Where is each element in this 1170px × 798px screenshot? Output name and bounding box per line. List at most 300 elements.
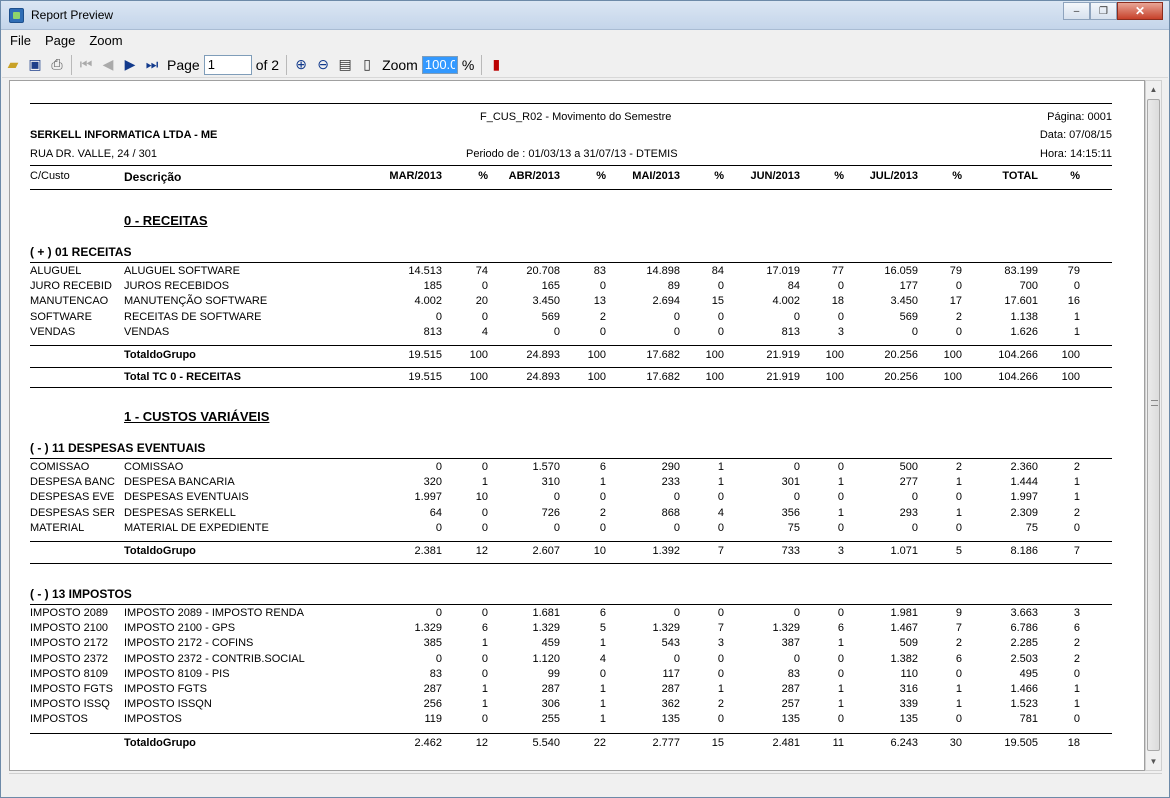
value-cell: 310 (541, 476, 560, 489)
value-cell: 17 (949, 295, 962, 308)
value-cell: 320 (423, 476, 442, 489)
total-value: 1.392 (652, 545, 680, 557)
value-cell: 0 (435, 652, 442, 665)
table-row (30, 461, 1112, 475)
total-value: 12 (475, 736, 488, 749)
value-cell: 387 (781, 637, 800, 650)
value-cell: 83.199 (1004, 265, 1038, 277)
cost-center-cell: SOFTWARE (30, 310, 92, 323)
total-value: 15 (711, 736, 724, 749)
value-cell: 6 (837, 622, 844, 635)
value-cell: 0 (481, 667, 488, 680)
maximize-button[interactable]: ❐ (1090, 2, 1117, 20)
value-cell: 0 (673, 652, 680, 665)
value-cell: 287 (423, 683, 442, 695)
value-cell: 177 (899, 280, 918, 293)
zoom-in-icon[interactable]: ⊕ (295, 56, 307, 72)
value-cell: 165 (541, 280, 560, 293)
table-row (30, 607, 1112, 621)
value-cell: 77 (831, 265, 844, 277)
total-value: 100 (587, 349, 606, 361)
window-controls (1063, 2, 1163, 20)
column-header: % (1070, 170, 1080, 182)
value-cell: 7 (955, 622, 962, 635)
total-value: 100 (943, 371, 962, 383)
column-header: % (714, 170, 724, 182)
total-value: 2.481 (772, 736, 800, 749)
value-cell: 356 (781, 506, 800, 519)
value-cell: 287 (781, 683, 800, 695)
total-label: Total TC 0 - RECEITAS (124, 371, 241, 383)
value-cell: 2.694 (652, 295, 680, 308)
total-label: TotaldoGrupo (124, 349, 196, 361)
value-cell: 16 (1067, 295, 1080, 308)
column-header: JUN/2013 (750, 170, 800, 182)
value-cell: 2 (955, 637, 962, 650)
value-cell: 0 (481, 280, 488, 293)
exit-icon[interactable]: ▮ (492, 56, 501, 72)
time-info: Hora: 14:15:11 (1040, 148, 1112, 160)
menu-zoom[interactable]: Zoom (89, 33, 123, 48)
total-value: 3 (837, 545, 844, 557)
value-cell: 1 (599, 698, 606, 711)
value-cell: 1 (481, 683, 488, 695)
total-value: 2.607 (532, 545, 560, 557)
value-cell: 2 (1073, 461, 1080, 473)
value-cell: 135 (899, 713, 918, 726)
total-value: 20.256 (884, 371, 918, 383)
description-cell: IMPOSTO 2172 - COFINS (124, 637, 254, 650)
app-icon (9, 8, 24, 23)
value-cell: 0 (599, 325, 606, 338)
value-cell: 4 (599, 652, 606, 665)
value-cell: 0 (435, 461, 442, 473)
value-cell: 1.997 (414, 491, 442, 504)
value-cell: 6 (599, 461, 606, 473)
column-header: Descrição (124, 170, 182, 184)
cost-center-cell: ALUGUEL (30, 265, 82, 277)
value-cell: 0 (553, 521, 560, 534)
total-value: 30 (949, 736, 962, 749)
value-cell: 1 (481, 637, 488, 650)
value-cell: 0 (837, 667, 844, 680)
description-cell: DESPESAS SERKELL (124, 506, 236, 519)
total-value: 7 (1073, 545, 1080, 557)
value-cell: 6 (1073, 622, 1080, 635)
value-cell: 0 (837, 713, 844, 726)
value-cell: 1.120 (532, 652, 560, 665)
toolbar-separator (71, 55, 72, 75)
first-page-icon[interactable]: ⏮ (79, 56, 93, 72)
report-page-viewport[interactable] (9, 80, 1145, 771)
value-cell: 7 (717, 622, 724, 635)
menu-page[interactable]: Page (44, 33, 76, 48)
table-row (30, 295, 1112, 309)
value-cell: 277 (899, 476, 918, 489)
cost-center-cell: COMISSAO (30, 461, 90, 473)
value-cell: 18 (831, 295, 844, 308)
value-cell: 2 (599, 310, 606, 323)
column-header: ABR/2013 (508, 170, 560, 182)
value-cell: 0 (717, 280, 724, 293)
value-cell: 0 (553, 491, 560, 504)
group-end-rule (30, 563, 1112, 564)
value-cell: 1 (955, 683, 962, 695)
total-value: 2.777 (652, 736, 680, 749)
value-cell: 509 (899, 637, 918, 650)
value-cell: 83 (787, 667, 800, 680)
prev-page-icon[interactable]: ◀ (102, 56, 114, 72)
value-cell: 0 (481, 461, 488, 473)
value-cell: 2 (1073, 637, 1080, 650)
table-row (30, 653, 1112, 667)
total-label: TotaldoGrupo (124, 545, 196, 557)
value-cell: 1.138 (1010, 310, 1038, 323)
company-name: SERKELL INFORMATICA LTDA - ME (30, 129, 218, 141)
value-cell: 293 (899, 506, 918, 519)
value-cell: 0 (435, 607, 442, 619)
group-total-row (30, 349, 1112, 363)
value-cell: 459 (541, 637, 560, 650)
menu-bar (2, 31, 129, 51)
value-cell: 1 (1073, 698, 1080, 711)
value-cell: 13 (593, 295, 606, 308)
total-value: 100 (705, 349, 724, 361)
column-header: % (478, 170, 488, 182)
value-cell: 1.523 (1010, 698, 1038, 711)
menu-file[interactable]: File (10, 33, 31, 48)
value-cell: 2 (599, 506, 606, 519)
value-cell: 0 (1073, 667, 1080, 680)
value-cell: 362 (661, 698, 680, 711)
zoom-label: Zoom (382, 56, 418, 73)
value-cell: 117 (662, 667, 680, 680)
scroll-thumb[interactable] (1147, 99, 1160, 751)
group-header: ( - ) 11 DESPESAS EVENTUAIS (30, 441, 206, 455)
value-cell: 255 (541, 713, 560, 726)
value-cell: 0 (955, 521, 962, 534)
whole-page-icon[interactable]: ▯ (363, 56, 371, 72)
report-title: F_CUS_R02 - Movimento do Semestre (480, 111, 672, 123)
value-cell: 0 (955, 667, 962, 680)
description-cell: IMPOSTO 8109 - PIS (124, 667, 230, 680)
value-cell: 1 (599, 713, 606, 726)
section-total-rule (30, 367, 1112, 368)
value-cell: 495 (1019, 667, 1038, 680)
cost-center-cell: IMPOSTO FGTS (30, 683, 113, 695)
value-cell: 2 (955, 461, 962, 473)
value-cell: 0 (837, 461, 844, 473)
total-value: 24.893 (526, 349, 560, 361)
value-cell: 1 (1073, 491, 1080, 504)
value-cell: 1 (1073, 325, 1080, 338)
total-value: 18 (1067, 736, 1080, 749)
scroll-grip (1151, 400, 1158, 406)
value-cell: 1 (955, 698, 962, 711)
value-cell: 0 (481, 652, 488, 665)
toolbar-separator (481, 55, 482, 75)
group-rule (30, 604, 1112, 605)
total-value: 100 (469, 349, 488, 361)
value-cell: 1 (955, 506, 962, 519)
column-header: C/Custo (30, 170, 70, 182)
value-cell: 1.626 (1010, 325, 1038, 338)
description-cell: IMPOSTO 2089 - IMPOSTO RENDA (124, 607, 304, 619)
value-cell: 569 (899, 310, 918, 323)
scroll-up-icon[interactable]: ▲ (1149, 85, 1158, 94)
value-cell: 287 (541, 683, 560, 695)
total-value: 5 (955, 545, 962, 557)
value-cell: 0 (793, 461, 800, 473)
value-cell: 726 (541, 506, 560, 519)
value-cell: 3 (717, 637, 724, 650)
value-cell: 16.059 (884, 265, 918, 277)
value-cell: 0 (673, 521, 680, 534)
value-cell: 119 (424, 713, 442, 726)
value-cell: 84 (787, 280, 800, 293)
value-cell: 0 (793, 310, 800, 323)
value-cell: 287 (661, 683, 680, 695)
description-cell: DESPESA BANCARIA (124, 476, 235, 489)
value-cell: 301 (781, 476, 800, 489)
table-row (30, 326, 1112, 340)
section-end-rule (30, 387, 1112, 388)
cost-center-cell: MATERIAL (30, 521, 85, 534)
value-cell: 256 (423, 698, 442, 711)
page-count-label: of 2 (255, 56, 280, 73)
value-cell: 1 (481, 698, 488, 711)
page-info: Página: 0001 (1047, 111, 1112, 123)
value-cell: 233 (661, 476, 680, 489)
total-value: 8.186 (1010, 545, 1038, 557)
description-cell: JUROS RECEBIDOS (124, 280, 230, 293)
column-header: MAR/2013 (389, 170, 442, 182)
value-cell: 1.997 (1010, 491, 1038, 504)
scroll-down-icon[interactable]: ▼ (1149, 757, 1158, 766)
value-cell: 20 (475, 295, 488, 308)
value-cell: 3 (1073, 607, 1080, 619)
value-cell: 1.466 (1010, 683, 1038, 695)
value-cell: 74 (475, 265, 488, 277)
value-cell: 2 (955, 310, 962, 323)
value-cell: 2 (1073, 652, 1080, 665)
total-value: 104.266 (998, 349, 1038, 361)
report-top-rule (30, 103, 1112, 104)
table-row (30, 713, 1112, 727)
total-value: 100 (1061, 349, 1080, 361)
vertical-scrollbar[interactable] (1145, 80, 1162, 771)
value-cell: 1 (837, 476, 844, 489)
minimize-button[interactable]: – (1063, 2, 1090, 20)
value-cell: 89 (667, 280, 680, 293)
total-value: 733 (781, 545, 800, 557)
value-cell: 5 (599, 622, 606, 635)
value-cell: 1 (717, 461, 724, 473)
value-cell: 1 (717, 683, 724, 695)
value-cell: 0 (481, 310, 488, 323)
table-row (30, 265, 1112, 279)
value-cell: 1 (1073, 683, 1080, 695)
total-value: 17.682 (646, 371, 680, 383)
save-icon[interactable]: ▣ (28, 56, 42, 72)
next-page-icon[interactable]: ▶ (124, 56, 136, 72)
column-header: MAI/2013 (632, 170, 680, 182)
total-value: 7 (717, 545, 724, 557)
value-cell: 1 (837, 637, 844, 650)
close-button[interactable]: ✕ (1117, 2, 1163, 20)
cost-center-cell: MANUTENCAO (30, 295, 109, 308)
page-label: Page (167, 56, 200, 73)
value-cell: 0 (955, 325, 962, 338)
value-cell: 0 (793, 607, 800, 619)
total-value: 100 (705, 371, 724, 383)
value-cell: 569 (541, 310, 560, 323)
value-cell: 2.503 (1010, 652, 1038, 665)
value-cell: 2.309 (1010, 506, 1038, 519)
window-title: Report Preview (31, 8, 114, 22)
group-rule (30, 458, 1112, 459)
value-cell: 306 (541, 698, 560, 711)
value-cell: 0 (717, 521, 724, 534)
value-cell: 339 (899, 698, 918, 711)
value-cell: 14.898 (646, 265, 680, 277)
last-page-icon[interactable]: ⏭ (145, 56, 159, 72)
value-cell: 79 (949, 265, 962, 277)
value-cell: 0 (1073, 521, 1080, 534)
value-cell: 4.002 (772, 295, 800, 308)
column-header: JUL/2013 (869, 170, 918, 182)
column-header-rule (30, 189, 1112, 190)
value-cell: 0 (599, 521, 606, 534)
total-value: 24.893 (526, 371, 560, 383)
value-cell: 1 (837, 683, 844, 695)
value-cell: 0 (599, 667, 606, 680)
total-value: 19.515 (408, 349, 442, 361)
value-cell: 1.444 (1010, 476, 1038, 489)
value-cell: 3.450 (532, 295, 560, 308)
toolbar (2, 52, 1168, 78)
value-cell: 4.002 (414, 295, 442, 308)
value-cell: 781 (1019, 713, 1038, 726)
group-header: ( + ) 01 RECEITAS (30, 245, 132, 259)
description-cell: IMPOSTO 2100 - GPS (124, 622, 236, 635)
page-width-icon[interactable]: ▤ (338, 56, 352, 72)
value-cell: 1.329 (532, 622, 560, 635)
value-cell: 0 (793, 491, 800, 504)
print-icon[interactable]: ⎙ (51, 56, 63, 72)
total-value: 104.266 (998, 371, 1038, 383)
group-total-rule (30, 345, 1112, 346)
value-cell: 1 (837, 698, 844, 711)
value-cell: 10 (475, 491, 488, 504)
value-cell: 9 (955, 607, 962, 619)
table-row (30, 637, 1112, 651)
cost-center-cell: IMPOSTO 2372 (30, 652, 109, 665)
value-cell: 1 (599, 683, 606, 695)
value-cell: 257 (781, 698, 800, 711)
value-cell: 0 (717, 491, 724, 504)
zoom-percent-label: % (461, 56, 475, 73)
cost-center-cell: IMPOSTO 2089 (30, 607, 109, 619)
value-cell: 0 (673, 310, 680, 323)
value-cell: 185 (423, 280, 442, 293)
status-bar (9, 773, 1162, 793)
company-address: RUA DR. VALLE, 24 / 301 (30, 148, 157, 160)
section-title: 0 - RECEITAS (124, 213, 208, 228)
zoom-out-icon[interactable]: ⊖ (317, 56, 329, 72)
column-header: TOTAL (1002, 170, 1038, 182)
zoom-input[interactable] (422, 56, 458, 74)
group-header: ( - ) 13 IMPOSTOS (30, 587, 132, 601)
page-number-input[interactable] (204, 55, 252, 75)
open-folder-icon[interactable]: ▰ (7, 56, 19, 72)
value-cell: 1 (1073, 310, 1080, 323)
description-cell: IMPOSTOS (124, 713, 182, 726)
date-info: Data: 07/08/15 (1039, 129, 1112, 141)
value-cell: 135 (781, 713, 800, 726)
cost-center-cell: JURO RECEBID (30, 280, 112, 293)
title-bar[interactable] (1, 1, 1169, 30)
total-value: 100 (825, 349, 844, 361)
value-cell: 64 (429, 506, 442, 519)
value-cell: 1.570 (532, 461, 560, 473)
value-cell: 99 (547, 667, 560, 680)
total-value: 21.919 (766, 371, 800, 383)
column-header: % (952, 170, 962, 182)
description-cell: IMPOSTO 2372 - CONTRIB.SOCIAL (124, 652, 305, 665)
description-cell: COMISSAO (124, 461, 184, 473)
group-total-rule (30, 733, 1112, 734)
total-value: 100 (1061, 371, 1080, 383)
value-cell: 135 (661, 713, 680, 726)
value-cell: 0 (837, 491, 844, 504)
group-total-rule (30, 541, 1112, 542)
total-value: 19.505 (1004, 736, 1038, 749)
value-cell: 6 (481, 622, 488, 635)
value-cell: 0 (717, 713, 724, 726)
table-row (30, 522, 1112, 536)
value-cell: 0 (837, 521, 844, 534)
value-cell: 0 (481, 713, 488, 726)
cost-center-cell: DESPESAS EVE (30, 491, 115, 504)
description-cell: MANUTENÇÃO SOFTWARE (124, 295, 268, 308)
value-cell: 0 (955, 491, 962, 504)
value-cell: 75 (1025, 521, 1038, 534)
value-cell: 1 (955, 476, 962, 489)
total-value: 1.071 (890, 545, 918, 557)
table-row (30, 668, 1112, 682)
value-cell: 385 (423, 637, 442, 650)
value-cell: 0 (481, 521, 488, 534)
value-cell: 0 (837, 652, 844, 665)
section-total-row (30, 371, 1112, 385)
value-cell: 813 (423, 325, 442, 338)
value-cell: 290 (661, 461, 680, 473)
value-cell: 0 (911, 521, 918, 534)
value-cell: 813 (781, 325, 800, 338)
value-cell: 1 (837, 506, 844, 519)
value-cell: 1 (599, 637, 606, 650)
description-cell: RECEITAS DE SOFTWARE (124, 310, 262, 323)
table-row (30, 491, 1112, 505)
value-cell: 543 (661, 637, 680, 650)
value-cell: 0 (673, 491, 680, 504)
value-cell: 6 (599, 607, 606, 619)
cost-center-cell: IMPOSTO ISSQ (30, 698, 110, 711)
value-cell: 1 (1073, 476, 1080, 489)
description-cell: ALUGUEL SOFTWARE (124, 265, 240, 277)
description-cell: IMPOSTO FGTS (124, 683, 207, 695)
